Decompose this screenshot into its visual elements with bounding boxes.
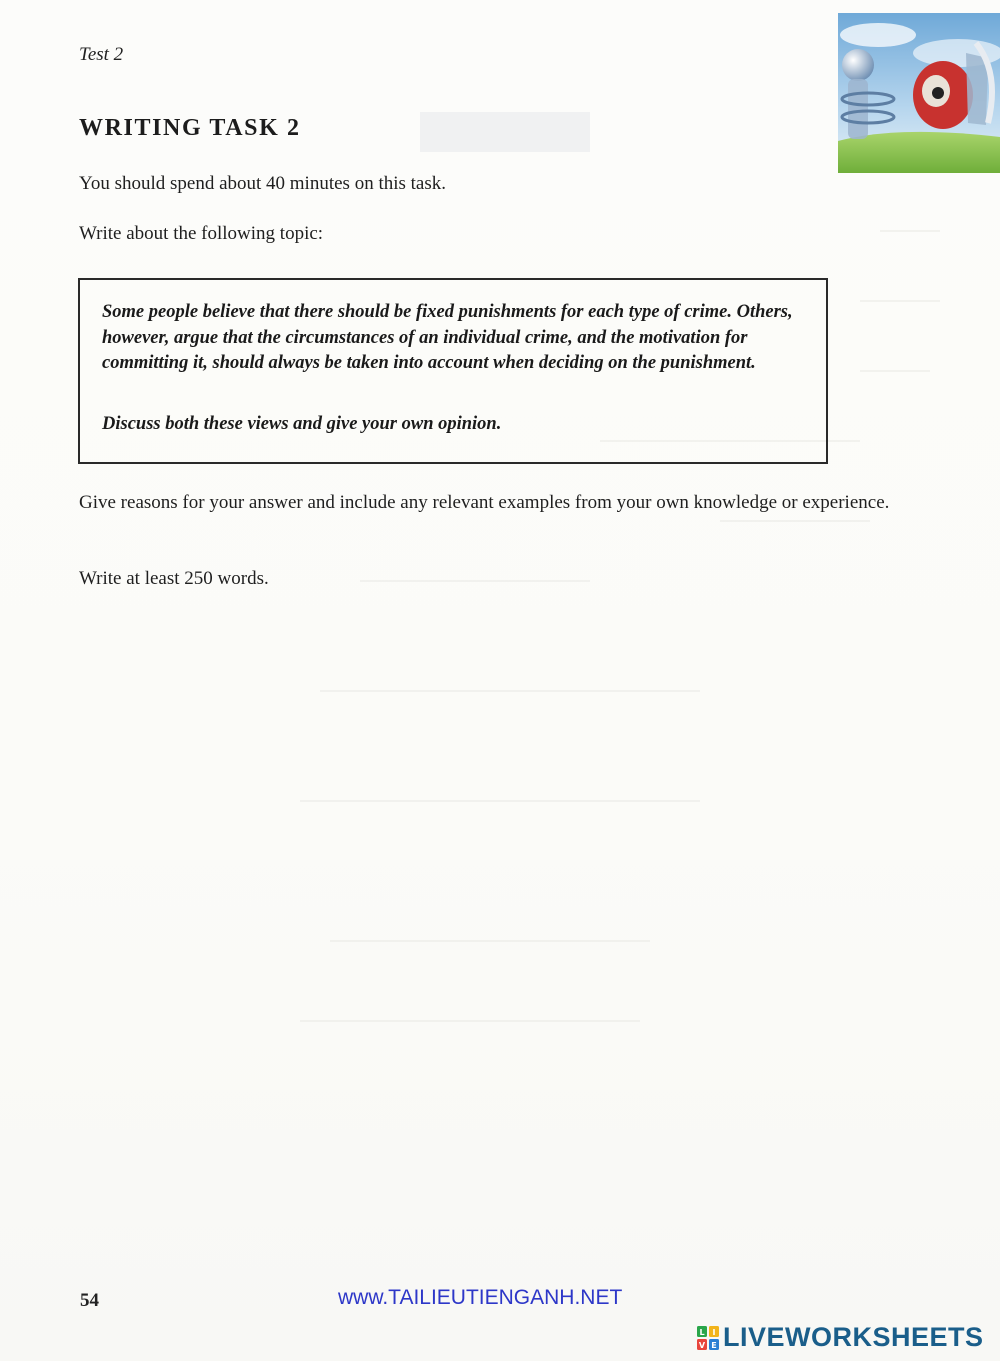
show-through-line [320,690,700,692]
svg-text:E: E [711,1340,717,1350]
liveworksheets-logo-icon [697,1326,719,1350]
task-prompt-box [78,278,828,464]
show-through-line [880,230,940,232]
essay-prompt: Some people believe that there should be fixed punishments for each type of crime. Others, however, argue that the circumstances of an individual crime, and the motivation for committing it, should always be taken into account when deciding on the punishment. [102,302,793,373]
show-through-line [860,370,930,372]
show-through-line [330,940,650,942]
decorative-illustration-icon [838,13,1000,173]
show-through-line [300,1020,640,1022]
show-through-line [720,520,870,522]
show-through-line [860,300,940,302]
show-through-mark [420,112,590,152]
website-url: www.TAILIEUTIENGANH.NET [338,1286,623,1309]
show-through-line [360,580,590,582]
reasons-instruction: Give reasons for your answer and include any relevant examples from your own knowledge or experience. [79,492,890,513]
task-heading: WRITING TASK 2 [79,115,301,141]
topic-instruction: Write about the following topic: [79,223,324,244]
show-through-line [300,800,700,802]
word-count-instruction: Write at least 250 words. [79,568,269,589]
svg-text:I: I [712,1327,716,1337]
svg-text:V: V [698,1340,706,1350]
svg-text:L: L [699,1327,705,1337]
brand-name: LIVEWORKSHEETS [723,1322,984,1352]
running-head: Test 2 [79,44,124,65]
page-number: 54 [80,1290,99,1311]
time-instruction: You should spend about 40 minutes on this task. [79,173,447,194]
discussion-instruction: Discuss both these views and give your own opinion. [102,414,502,434]
liveworksheets-brand [697,1322,984,1353]
